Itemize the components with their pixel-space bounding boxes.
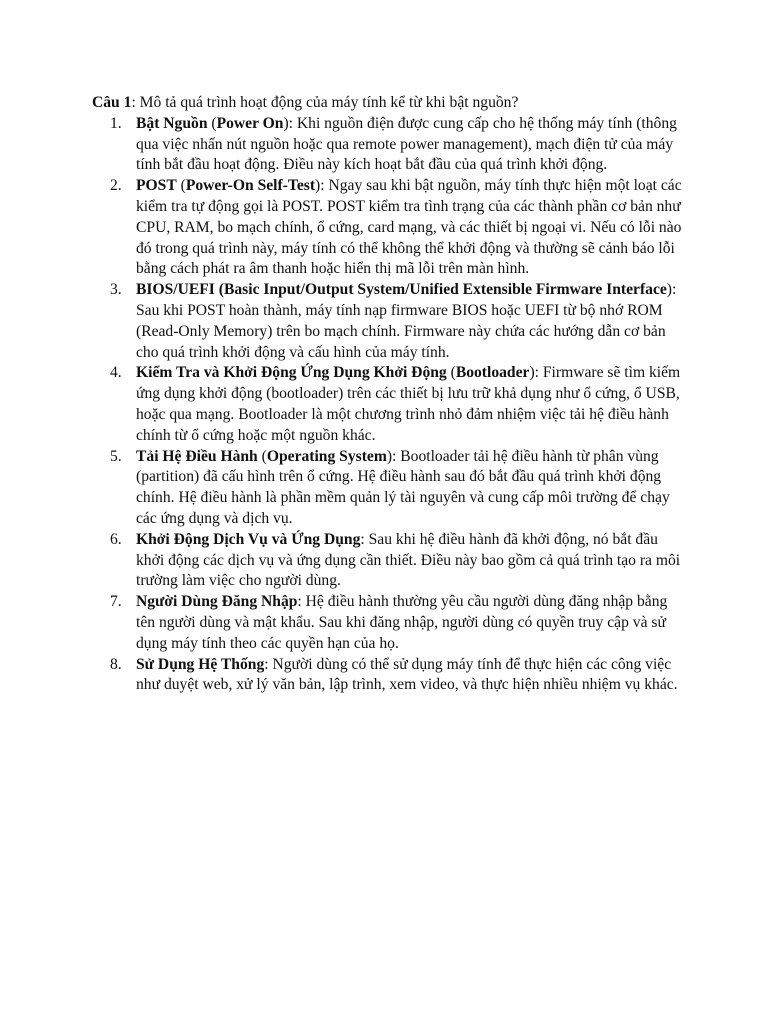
list-item-description: : Ngay sau khi bật nguồn, máy tính thực hiện một loạt các kiểm tra tự động gọi là POST. POST kiểm tra tình trạng của các thành phần cơ bản như CPU, RAM, bo mạch chính, ổ cứng, card mạng, và các thiết bị ngoại vi. Nếu có lỗi nào đó trong quá trình này, máy tính có thể không thể khởi động và thường sẽ cảnh báo lỗi bằng cách phát ra âm thanh hoặc hiển thị mã lỗi trên màn hình. <box>136 177 682 278</box>
list-item: 2. POST (Power-On Self-Test): Ngay sau khi bật nguồn, máy tính thực hiện một loạt các kiểm tra tự động gọi là POST. POST kiểm tra tình trạng của các thành phần cơ bản như CPU, RAM, bo mạch chính, ổ cứng, card mạng, và các thiết bị ngoại vi. Nếu có lỗi nào đó trong quá trình này, máy tính có thể không thể khởi động và thường sẽ cảnh báo lỗi bằng cách phát ra âm thanh hoặc hiển thị mã lỗi trên màn hình. <box>110 177 682 278</box>
list-item <box>110 592 682 654</box>
list-item-term: BIOS/UEFI <box>136 281 215 299</box>
list-item-term-en: Power On <box>216 114 284 132</box>
list-item-description: : Firmware sẽ tìm kiếm ứng dụng khởi động (bootloader) trên các thiết bị lưu trữ khả dụng như ổ cứng, ổ USB, hoặc qua mạng. Bootloader là một chương trình nhỏ đảm nhiệm việc tải hệ điều hành chính từ ổ cứng hoặc một nguồn khác. <box>136 364 681 444</box>
list-item: 1. Bật Nguồn (Power On): Khi nguồn điện được cung cấp cho hệ thống máy tính (thông qua việc nhấn nút nguồn hoặc qua remote power management), mạch điện tử của máy tính bắt đầu hoạt động. Điều này kích hoạt bắt đầu của quá trình khởi động. <box>110 114 677 174</box>
list-item-number: 5. <box>110 447 122 465</box>
list-item-term-en: Operating System <box>266 447 387 465</box>
list-item-term: Khởi Động Dịch Vụ và Ứng Dụng <box>136 530 361 548</box>
list-item-term-en: Power-On Self-Test <box>185 177 316 195</box>
list-item: 4. Kiểm Tra và Khởi Động Ứng Dụng Khởi Động (Bootloader): Firmware sẽ tìm kiếm ứng dụng khởi động (bootloader) trên các thiết bị lưu trữ khả dụng như ổ cứng, ổ USB, hoặc qua mạng. Bootloader là một chương trình nhỏ đảm nhiệm việc tải hệ điều hành chính từ ổ cứng hoặc một nguồn khác. <box>110 364 681 444</box>
list-item: 3. BIOS/UEFI (Basic Input/Output System/Unified Extensible Firmware Interface): Sau khi POST hoàn thành, máy tính nạp firmware BIOS hoặc UEFI từ bộ nhớ ROM (Read-Only Memory) trên bo mạch chính. Firmware này chứa các hướng dẫn cơ bản cho quá trình khởi động và cấu hình của máy tính. <box>110 281 677 361</box>
list-item-term: Tải Hệ Điều Hành <box>136 447 258 465</box>
boot-steps-list <box>92 114 682 696</box>
list-item-description: : Khi nguồn điện được cung cấp cho hệ thống máy tính (thông qua việc nhấn nút nguồn hoặc qua remote power management), mạch điện tử của máy tính bắt đầu hoạt động. Điều này kích hoạt bắt đầu của quá trình khởi động. <box>136 114 677 174</box>
list-item <box>110 655 682 697</box>
list-item-description: : Hệ điều hành thường yêu cầu người dùng đăng nhập bằng tên người dùng và mật khẩu. Sau khi đăng nhập, người dùng có quyền truy cập và sử dụng máy tính theo các quyền hạn của họ. <box>136 593 668 652</box>
list-item-term-en: Bootloader <box>455 364 530 382</box>
list-item <box>110 530 682 592</box>
list-item: 5. Tải Hệ Điều Hành (Operating System): Bootloader tải hệ điều hành từ phân vùng (partition) đã cấu hình trên ổ cứng. Hệ điều hành sau đó bắt đầu quá trình khởi động chính. Hệ điều hành là phần mềm quản lý tài nguyên và cung cấp môi trường để chạy các ứng dụng và dịch vụ. <box>110 447 670 527</box>
list-item-term: Người Dùng Đăng Nhập <box>136 593 298 611</box>
question-label: Câu 1 <box>92 94 132 111</box>
list-item-description: : Người dùng có thể sử dụng máy tính để thực hiện các công việc như duyệt web, xử lý văn bản, lập trình, xem video, và thực hiện nhiều nhiệm vụ khác. <box>136 655 678 694</box>
list-item-number: 8. <box>110 655 122 673</box>
list-item-term: Sử Dụng Hệ Thống <box>136 655 265 673</box>
question-heading <box>92 93 682 114</box>
list-item-term: POST <box>136 177 177 195</box>
list-item-number: 4. <box>110 364 122 382</box>
list-item-term-en: Basic Input/Output System/Unified Extensible Firmware Interface <box>223 281 667 299</box>
question-text: : Mô tả quá trình hoạt động của máy tính kể từ khi bật nguồn? <box>131 94 519 111</box>
list-item-description: : Sau khi hệ điều hành đã khởi động, nó bắt đầu khởi động các dịch vụ và ứng dụng cần thiết. Điều này bao gồm cả quá trình tạo ra môi trường làm việc cho người dùng. <box>136 530 681 590</box>
list-item-number: 2. <box>110 177 122 195</box>
list-item-term: Bật Nguồn <box>136 114 208 132</box>
list-item-number: 3. <box>110 281 122 299</box>
document-body <box>92 93 682 696</box>
list-item-number: 1. <box>110 114 122 132</box>
list-item-description: : Bootloader tải hệ điều hành từ phân vùng (partition) đã cấu hình trên ổ cứng. Hệ điều hành sau đó bắt đầu quá trình khởi động chính. Hệ điều hành là phần mềm quản lý tài nguyên và cung cấp môi trường để chạy các ứng dụng và dịch vụ. <box>136 447 670 527</box>
list-item-description: : Sau khi POST hoàn thành, máy tính nạp firmware BIOS hoặc UEFI từ bộ nhớ ROM (Read-Only Memory) trên bo mạch chính. Firmware này chứa các hướng dẫn cơ bản cho quá trình khởi động và cấu hình của máy tính. <box>136 281 677 361</box>
list-item-number: 6. <box>110 530 122 548</box>
list-item-term: Kiểm Tra và Khởi Động Ứng Dụng Khởi Động <box>136 364 447 382</box>
list-item-number: 7. <box>110 593 122 611</box>
